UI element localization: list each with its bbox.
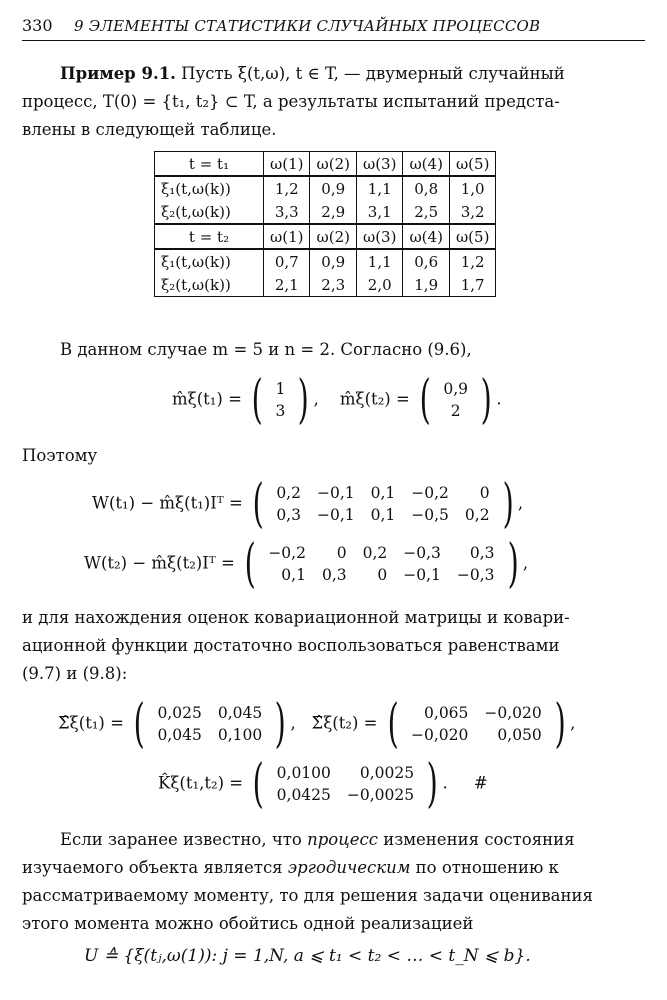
para2-line-2: [22, 854, 559, 882]
matrix-entry: 0: [336, 544, 347, 562]
value-cell: 1,2: [264, 176, 310, 200]
running-header: [22, 14, 645, 41]
value-cell: 0,8: [403, 176, 449, 200]
component-label-cell: ξ₁(t,ω(k)): [155, 176, 264, 200]
trial-results-table: [154, 151, 496, 297]
para2-line-3: рассматриваемому моменту, то для решения задачи оценивания: [22, 886, 593, 905]
matrix-entry: 1: [275, 380, 286, 398]
value-cell: 1,9: [403, 273, 449, 297]
component-label-cell: ξ₂(t,ω(k)): [155, 200, 264, 224]
s1-lhs: Σ̂ξ(t₁) =: [58, 713, 124, 733]
matrix-entry: 0,1: [281, 566, 306, 584]
outcome-header-cell: ω(1): [264, 224, 310, 249]
matrix-entry: 0,050: [497, 726, 542, 744]
matrix-entry: 0,065: [424, 704, 469, 722]
component-label-cell: ξ₂(t,ω(k)): [155, 273, 264, 297]
matrix-entry: 2: [450, 402, 461, 420]
term-process: процесс: [307, 830, 378, 849]
value-cell: 2,3: [310, 273, 356, 297]
running-title: 9 ЭЛЕМЕНТЫ СТАТИСТИКИ СЛУЧАЙНЫХ ПРОЦЕССОВ: [74, 17, 541, 35]
matrix-entry: −0,2: [268, 544, 306, 562]
covariance-function-estimate: K̂ξ(t₁,t₂) = ( 0,0100 0,0025 0,0425 −0,0025 ) . #: [158, 754, 488, 814]
matrix-entry: 0,1: [370, 484, 396, 502]
value-cell: 2,1: [264, 273, 310, 297]
term-ergodic: эргодическим: [287, 858, 411, 877]
covariance-estimates: Σ̂ξ(t₁) = ( 0,025 0,045 0,045 0,100 ) , Σ̂ξ(t₂) = ( 0,065 −0,020 −0,020 0,050 ) ,: [58, 694, 576, 754]
realization-formula: U ≙ {ξ(tⱼ,ω(1)): j = 1,N, a ⩽ t₁ < t₂ < … < t_N ⩽ b}.: [84, 946, 531, 966]
matrix-entry: 0,3: [469, 544, 495, 562]
page-number: 330: [22, 16, 53, 35]
time-header-cell: t = t₂: [155, 224, 264, 249]
matrix-entry: −0,1: [316, 484, 355, 502]
value-cell: 0,9: [310, 176, 356, 200]
matrix-entry: 0: [377, 566, 388, 584]
value-cell: 1,0: [449, 176, 495, 200]
para2-l2-b: по отношению к: [410, 858, 559, 877]
matrix-entry: −0,1: [403, 566, 441, 584]
matrix-entry: 0: [479, 484, 490, 502]
matrix-entry: −0,020: [484, 704, 542, 722]
value-cell: 0,9: [310, 249, 356, 273]
matrix-entry: 0,3: [276, 506, 301, 524]
value-cell: 2,5: [403, 200, 449, 224]
time-header-cell: t = t₁: [155, 152, 264, 177]
value-cell: 1,2: [449, 249, 495, 273]
matrix-entry: 0,2: [276, 484, 301, 502]
therefore-word: Поэтому: [22, 446, 98, 465]
example-line-3: влены в следующей таблице.: [22, 120, 277, 139]
example-line-2: процесс, T(0) = {t₁, t₂} ⊂ T, а результаты испытаний предста-: [22, 92, 560, 111]
m2-lhs: m̂ξ(t₂) =: [339, 389, 410, 409]
deviation-eq-2: W(t₂) − m̂ξ(t₂)Iᵀ = ( −0,2 0 0,2 −0,3 0,3 0,1 0,3 0 −0,1 −0,3 ) ,: [84, 534, 529, 594]
outcome-header-cell: ω(4): [403, 152, 449, 177]
matrix-entry: 0,0425: [276, 786, 331, 804]
para2-l2-a: изучаемого объекта является: [22, 858, 288, 877]
outcome-header-cell: ω(5): [449, 152, 495, 177]
outcome-header-cell: ω(3): [356, 224, 402, 249]
example-line-1: [60, 60, 565, 88]
para1-line-1: и для нахождения оценок ковариационной матрицы и ковари-: [22, 608, 570, 627]
value-cell: 0,7: [264, 249, 310, 273]
matrix-entry: 0,9: [443, 380, 469, 398]
value-cell: 2,0: [356, 273, 402, 297]
para2-l1-a: Если заранее известно, что: [60, 830, 308, 849]
w2-lhs: W(t₂) − m̂ξ(t₂)Iᵀ =: [84, 553, 235, 573]
matrix-entry: −0,020: [411, 726, 469, 744]
w1-lhs: W(t₁) − m̂ξ(t₁)Iᵀ =: [92, 493, 243, 513]
deviation-eq-1: W(t₁) − m̂ξ(t₁)Iᵀ = ( 0,2 −0,1 0,1 −0,2 0 0,3 −0,1 0,1 −0,5 0,2 ) ,: [92, 474, 524, 534]
matrix-entry: −0,5: [411, 506, 449, 524]
case-sentence: В данном случае m = 5 и n = 2. Согласно (9.6),: [60, 340, 472, 359]
matrix-entry: −0,0025: [346, 786, 415, 804]
matrix-entry: 0,0025: [359, 764, 415, 782]
outcome-header-cell: ω(4): [403, 224, 449, 249]
value-cell: 0,6: [403, 249, 449, 273]
mean-estimates: m̂ξ(t₁) = ( 1 3 ) , m̂ξ(t₂) = ( 0,9 2 ) .: [172, 370, 502, 430]
outcome-header-cell: ω(2): [310, 152, 356, 177]
value-cell: 1,1: [356, 176, 402, 200]
matrix-entry: −0,3: [456, 566, 495, 584]
example-label: Пример 9.1.: [60, 64, 176, 83]
matrix-entry: 0,025: [157, 704, 202, 722]
value-cell: 2,9: [310, 200, 356, 224]
para2-l1-b: изменения состояния: [377, 830, 575, 849]
matrix-entry: −0,1: [316, 506, 355, 524]
value-cell: 3,1: [356, 200, 402, 224]
matrix-entry: 0,3: [321, 566, 347, 584]
s2-lhs: Σ̂ξ(t₂) =: [311, 713, 378, 733]
outcome-header-cell: ω(2): [310, 224, 356, 249]
component-label-cell: ξ₁(t,ω(k)): [155, 249, 264, 273]
example-text-1: Пусть ξ(t,ω), t ∈ T, — двумерный случайный: [181, 64, 565, 83]
matrix-entry: 0,045: [157, 726, 202, 744]
matrix-entry: 0,2: [362, 544, 388, 562]
matrix-entry: 3: [275, 402, 286, 420]
matrix-entry: −0,3: [403, 544, 441, 562]
k-lhs: K̂ξ(t₁,t₂) =: [158, 773, 244, 793]
matrix-entry: 0,045: [217, 704, 263, 722]
para2-line-1: [60, 826, 575, 854]
value-cell: 1,7: [449, 273, 495, 297]
para2-line-4: этого момента можно обойтись одной реализацией: [22, 914, 474, 933]
value-cell: 3,2: [449, 200, 495, 224]
end-of-example-mark: #: [473, 773, 488, 793]
outcome-header-cell: ω(1): [264, 152, 310, 177]
matrix-entry: −0,2: [411, 484, 449, 502]
m1-lhs: m̂ξ(t₁) =: [172, 389, 242, 409]
matrix-entry: 0,2: [464, 506, 490, 524]
outcome-header-cell: ω(5): [449, 224, 495, 249]
matrix-entry: 0,0100: [276, 764, 331, 782]
outcome-header-cell: ω(3): [356, 152, 402, 177]
matrix-entry: 0,1: [370, 506, 396, 524]
value-cell: 3,3: [264, 200, 310, 224]
matrix-entry: 0,100: [217, 726, 263, 744]
para1-line-3: (9.7) и (9.8):: [22, 664, 128, 683]
para1-line-2: ационной функции достаточно воспользоваться равенствами: [22, 636, 560, 655]
value-cell: 1,1: [356, 249, 402, 273]
